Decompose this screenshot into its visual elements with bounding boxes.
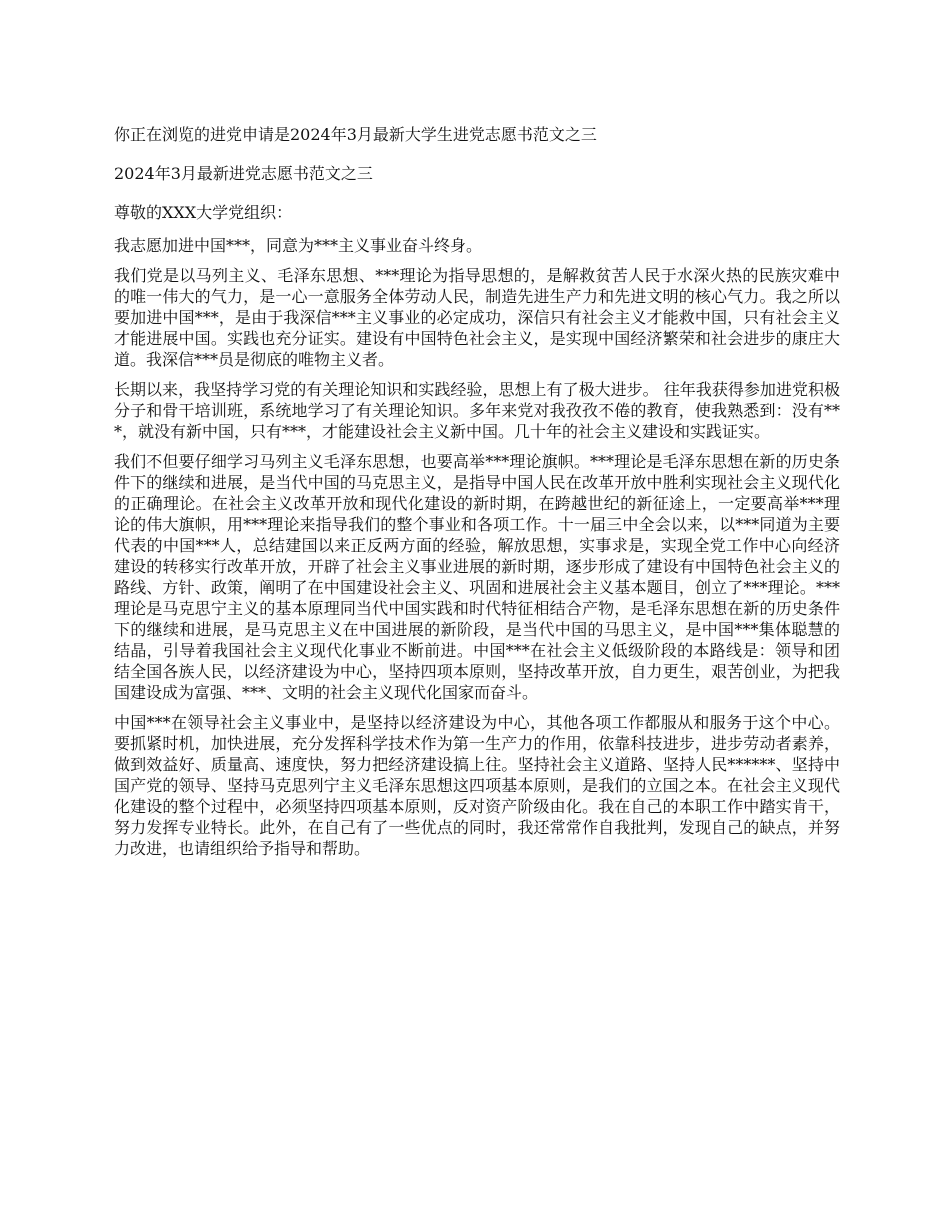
paragraph-economic-construction: 中国***在领导社会主义事业中，是坚持以经济建设为中心，其他各项工作都服从和服务于这个中心。要抓紧时机，加快进展，充分发挥科学技术作为第一生产力的作用，依靠科技进步，进步劳动者素养，做到效益好、质量高、速度快，努力把经济建设搞上往。坚持社会主义道路、坚持人民******、坚持中国产党的领导、坚持马克思列宁主义毛泽东思想这四项基本原则，是我们的立国之本。在社会主义现代化建设的整个过程中，必须坚持四项基本原则，反对资产阶级由化。我在自己的本职工作中踏实肯干，努力发挥专业特长。此外，在自己有了一些优点的同时，我还常常作自我批判，发现自己的缺点，并努力改进，也请组织给予指导和帮助。 (114, 713, 840, 858)
browsing-notice: 你正在浏览的进党申请是2024年3月最新大学生进党志愿书范文之三 (114, 125, 597, 144)
paragraph-pledge: 我志愿加进中国***，同意为***主义事业奋斗终身。 (114, 236, 483, 255)
paragraph-theory: 我们不但要仔细学习马列主义毛泽东思想，也要高举***理论旗帜。***理论是毛泽东思想在新的历史条件下的继续和进展，是当代中国的马克思主义，是指导中国人民在改革开放中胜利实现社会主义现代化的正确理论。在社会主义改革开放和现代化建设的新时期，在跨越世纪的新征途上，一定要高举***理论的伟大旗帜，用***理论来指导我们的整个事业和各项工作。十一届三中全会以来，以***同道为主要代表的中国***人，总结建国以来正反两方面的经验，解放思想，实事求是，实现全党工作中心向经济建设的转移实行改革开放，开辟了社会主义事业进展的新时期，逐步形成了建设有中国特色社会主义的路线、方针、政策，阐明了在中国建设社会主义、巩固和进展社会主义基本题目，创立了***理论。***理论是马克思宁主义的基本原理同当代中国实践和时代特征相结合产物，是毛泽东思想在新的历史条件下的继续和进展，是马克思主义在中国进展的新阶段，是当代中国的马思主义，是中国***集体聪慧的结晶，引导着我国社会主义现代化事业不断前进。中国***在社会主义低级阶段的本路线是：领导和团结全国各族人民，以经济建设为中心，坚持四项本原则，坚持改革开放，自力更生，艰苦创业，为把我国建设成为富强、***、文明的社会主义现代化国家而奋斗。 (114, 452, 840, 702)
document-page (114, 124, 840, 868)
document-title: 2024年3月最新进党志愿书范文之三 (114, 164, 373, 183)
paragraph-party-ideology: 我们党是以马列主义、毛泽东思想、***理论为指导思想的，是解救贫苦人民于水深火热的民族灾难中的唯一伟大的气力，是一心一意服务全体劳动人民，制造先进生产力和先进文明的核心气力。我之所以要加进中国***，是由于我深信***主义事业的必定成功，深信只有社会主义才能救中国，只有社会主义才能进展中国。实践也充分证实。建设有中国特色社会主义，是实现中国经济繁荣和社会进步的康庄大道。我深信***员是彻底的唯物主义者。 (114, 266, 840, 369)
salutation: 尊敬的XXX大学党组织： (114, 203, 293, 222)
paragraph-personal-study: 长期以来，我坚持学习党的有关理论知识和实践经验，思想上有了极大进步。 往年我获得参加进党积极分子和骨干培训班，系统地学习了有关理论知识。多年来党对我孜孜不倦的教育，使我熟悉到：没有***，就没有新中国，只有***，才能建设社会主义新中国。几十年的社会主义建设和实践证实。 (114, 380, 840, 441)
